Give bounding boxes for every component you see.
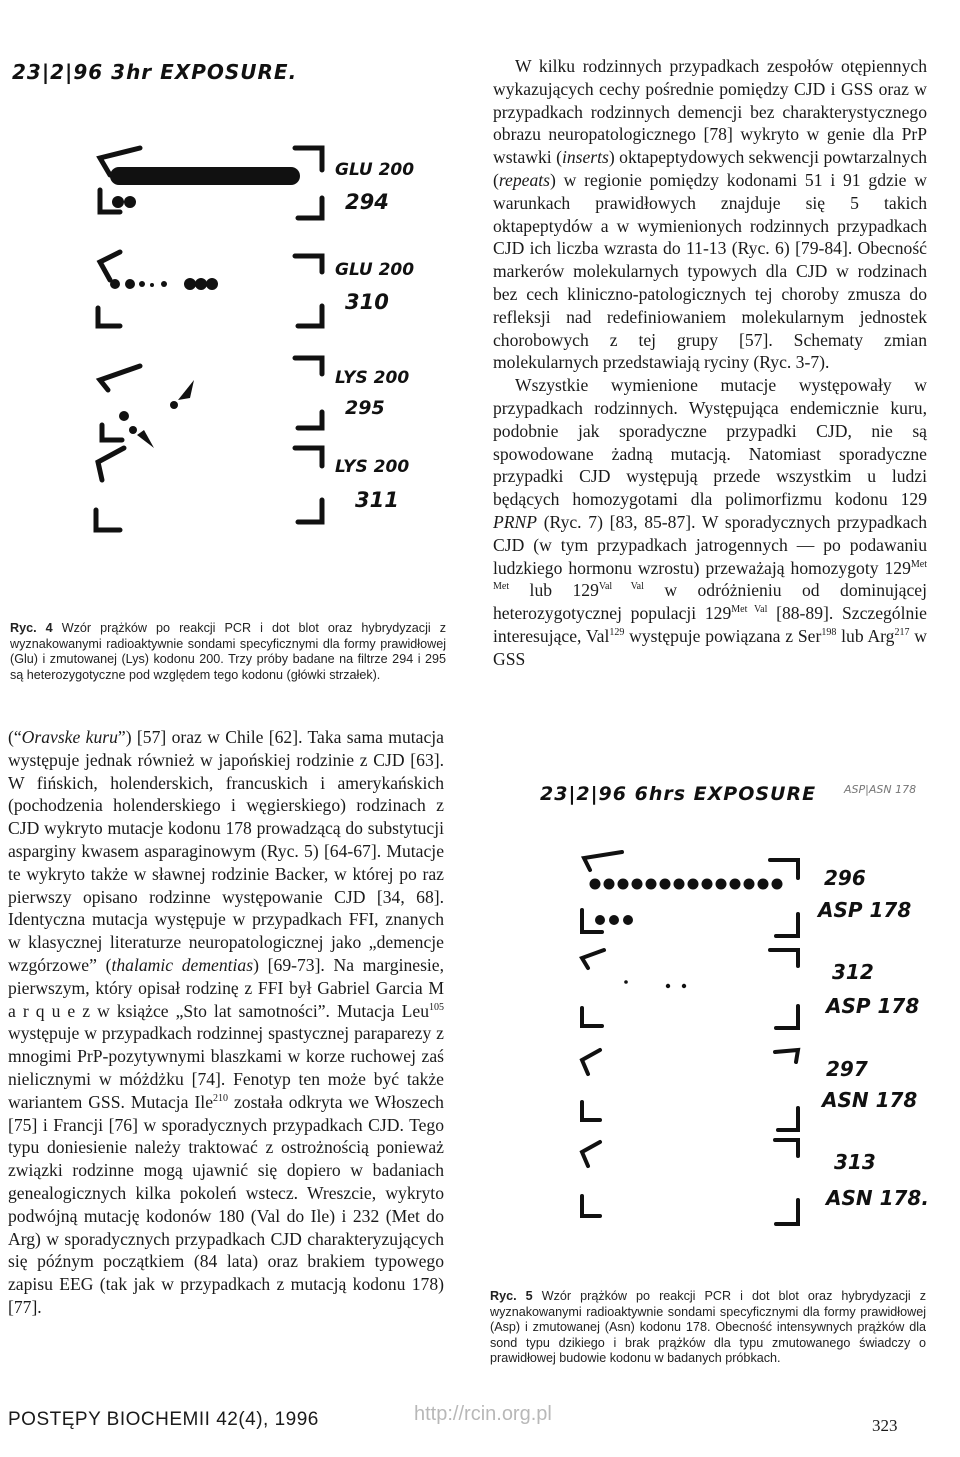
blot-label: GLU 200 bbox=[335, 260, 415, 280]
blot-label: ASN 178 bbox=[822, 1088, 918, 1112]
paragraph: (“Oravske kuru”) [57] oraz w Chile [62]. Taka sama mutacja występuje jednak również w japońskiej rodzinie z CJD [63]. W fińskich, holenderskich, francuskich i amerykańskich (pochodzenia holenderskiego i węgierskiego) rodzinach z CJD wykryto mutacje kodonu 178 prowadzącą do substytucji asparginy kwasem asparaginowym (Ryc. 5) [64-67]. Mutacje te wykryto także w sławnej rodzinie Backer, w której po raz pierwszy opisano rodzinne występowanie CJD [34, 68]. Identyczna mutacja występuje w przypadkach FFI, znanych w klasycznej literaturze neuropatologicznej jako „demencje wzgórzowe” (thalamic dementias) [69-73]. Na marginesie, pierwszym, który opisał rodzinę z FFI był Gabriel Garcia M a r q u e z w książce „Sto lat samotności”. Mutacja Leu$^{105}$ występuje w przypadkach rodzinnej spastycznej paraparezy z mnogimi PrP-pozytywnymi blaszkami w korze ruchowej zaś nielicznymi w móżdżku [74]. Fenotyp ten może być także wariantem GSS. Mutacja Ile$^{210}$ została odkryta we Włoszech [75] i Francji [76] w sporadycznych przypadkach CJD. Tego typu doniesienie należy traktować z ostrożnością ponieważ związki rodzinne mogą ujawnić się dopiero w badaniach genealogicznych kilka pokoleń wstecz. Wreszcie, wykryto podwójną mutację kodonów 180 (Val do Ile) i 232 (Met do Arg) w sporadycznych przypadkach CJD charakteryzujących się późnym początkiem (84 lata) oraz brakiem typowego zapisu EEG (tak jak w przypadkach z mutacją kodonu 178) [77]. bbox=[8, 727, 445, 1317]
paragraph: W kilku rodzinnych przypadkach zespołów otępiennych wykazujących cechy pośrednie pomiędzy CJD i GSS oraz w przypadkach rodzinnych demencji bez charakterystycznego obrazu neuropatologicznego [78] wykryto w genie dla PrP wstawki (inserts) oktapeptydowych sekwencji powtarzalnych (repeats) w regionie pomiędzy kodonami 51 i 91 gdzie w warunkach prawidłowych znajduje się 5 takich oktapeptydów a w wymienionych rodzinnych przypadkach CJD ich liczba wzrasta do 11-13 (Ryc. 6) [79-84]. Obecność markerów molekularnych typowych dla CJD w rodzinach bez cech kliniczno-patologicznych tej choroby zmusza do refleksji nad redefiniowaniem molekularnym jednostek chorobowych z tej grupy [57]. Schematy zmian molekularnych przedstawiają ryciny (Ryc. 3-7). bbox=[493, 56, 928, 373]
right-column-text bbox=[493, 55, 927, 671]
blot-label: 295 bbox=[345, 397, 385, 419]
blot-label: GLU 200 bbox=[335, 160, 415, 180]
blot-label: ASP 178 bbox=[826, 994, 920, 1018]
blot-label: 310 bbox=[345, 290, 389, 314]
blot-label: 312 bbox=[832, 960, 874, 984]
figure-5-caption bbox=[490, 1289, 926, 1367]
blot-label: 311 bbox=[355, 488, 399, 512]
figure-5-heading: 23|2|96 6hrs EXPOSURE bbox=[540, 783, 817, 805]
paragraph: Wszystkie wymienione mutacje występowały w przypadkach rodzinnych. Występująca endemicznie kuru, podobnie jak sporadyczne przypadki CJD, nie są spowodowane żadną mutacją. Natomiast sporadyczne przypadki CJD występują przede wszystkim u ludzi będących homozygotami dla polimorfizmu kodonu 129 PRNP (Ryc. 7) [83, 85-87]. W sporadycznych przypadkach CJD (w tym przypadkach jatrogennych — po podawaniu ludzkiego hormonu wzrostu) przeważają homozygoty $129^{Met Met}$ lub $129^{Val Val}$ w odróżnieniu od dominującej heterozygotycznej populacji $129^{Met Val}$ [88-89]. Szczególnie interesujące, Val$^{129}$ występuje powiązana z Ser$^{198}$ lub Arg$^{217}$ w GSS bbox=[493, 375, 927, 669]
figure-4-caption bbox=[10, 621, 446, 683]
figure-4-heading: 23|2|96 3hr EXPOSURE. bbox=[12, 60, 298, 84]
blot-label: 296 bbox=[824, 866, 866, 890]
blot-label: LYS 200 bbox=[335, 368, 410, 388]
blot-label: LYS 200 bbox=[335, 457, 410, 477]
left-column-text bbox=[8, 726, 444, 1319]
journal-name: POSTĘPY BIOCHEMII 42(4), 1996 bbox=[8, 1409, 319, 1430]
dot-band bbox=[110, 167, 300, 185]
caption-text: Wzór prążków po reakcji PCR i dot blot oraz hybrydyzacji z wyznakowanymi radioaktywnie sondami specyficznymi dla formy prawidłowej (Glu) i zmutowanej (Lys) kodonu 200. Trzy próby badane na filtrze 294 i 295 są heterozygotyczne pod względem tego kodonu (główki strzałek). bbox=[10, 621, 447, 682]
figure-5-corner-note: ASP|ASN 178 bbox=[844, 783, 917, 796]
figure-5-blot bbox=[560, 840, 830, 1240]
blot-label: 313 bbox=[834, 1150, 876, 1174]
caption-label: Ryc. 4 bbox=[10, 621, 53, 635]
blot-label: ASN 178. bbox=[826, 1186, 929, 1210]
blot-label: 294 bbox=[345, 190, 389, 214]
caption-text: Wzór prążków po reakcji PCR i dot blot oraz hybrydyzacji z wyznakowanymi radioaktywnie sondami specyficznymi dla formy prawidłowej (Asp) i zmutowanej (Asn) kodonu 178. Obecność intensywnych prążków dla sond typu dzikiego i brak prążków dla typu zmutowanego świadczy o prawidłowej budowie kodonu w badanych próbkach. bbox=[490, 1289, 927, 1366]
page-number: 323 bbox=[872, 1416, 898, 1435]
source-url: http://rcin.org.pl bbox=[414, 1403, 552, 1425]
caption-label: Ryc. 5 bbox=[490, 1289, 533, 1303]
blot-label: 297 bbox=[826, 1057, 868, 1081]
blot-label: ASP 178 bbox=[818, 898, 912, 922]
